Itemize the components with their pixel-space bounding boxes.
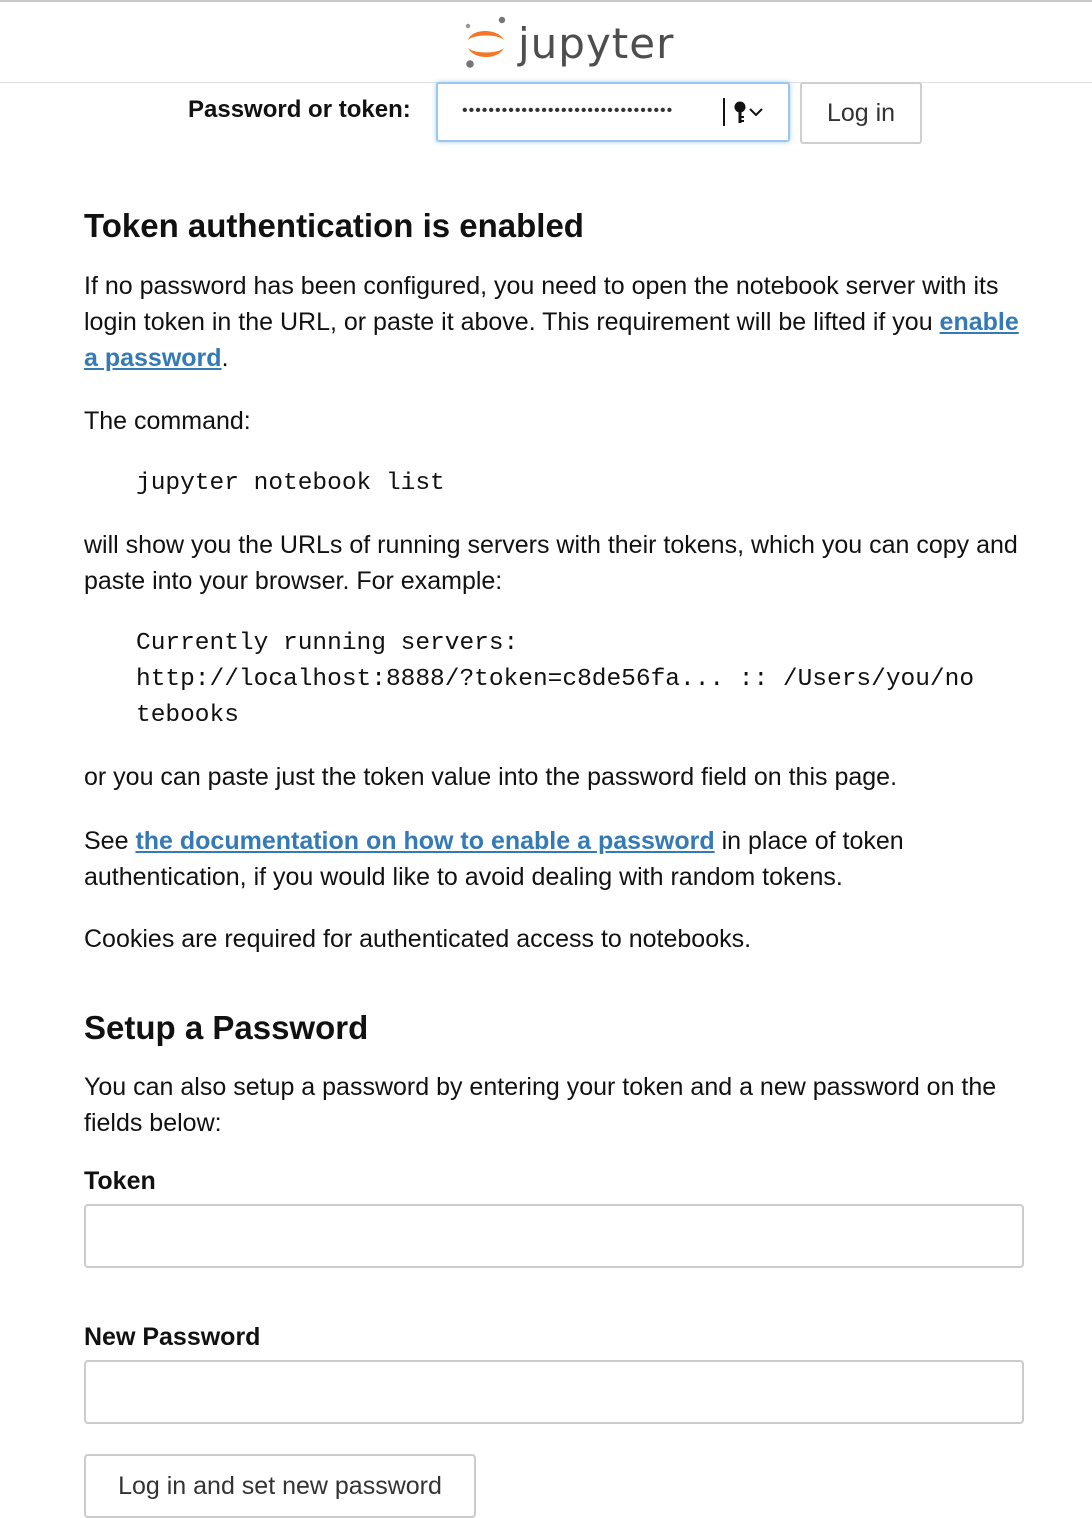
token-label: Token bbox=[84, 1167, 156, 1195]
password-label: Password or token: bbox=[188, 96, 411, 123]
token-intro-paragraph bbox=[84, 268, 1024, 376]
chevron-down-icon[interactable] bbox=[748, 104, 764, 120]
docs-suffix: in place of token authentication, if you would like to avoid dealing with random tokens. bbox=[84, 827, 904, 891]
command-code: jupyter notebook list bbox=[136, 470, 445, 497]
enable-password-link[interactable]: enable a password bbox=[84, 308, 1019, 372]
token-auth-heading: Token authentication is enabled bbox=[84, 207, 584, 244]
log-in-button[interactable]: Log in bbox=[800, 82, 922, 144]
example-line: Currently running servers: bbox=[136, 630, 519, 657]
setup-description: You can also setup a password by entering your token and a new password on the fields below: bbox=[84, 1073, 997, 1137]
command-label: The command: bbox=[84, 407, 251, 435]
login-form bbox=[0, 82, 1092, 152]
example-line: http://localhost:8888/?token=c8de56fa... :: /Users/you/notebooks bbox=[136, 666, 975, 729]
jupyter-logo-icon bbox=[462, 14, 512, 72]
setup-password-heading: Setup a Password bbox=[84, 1009, 369, 1046]
page-header bbox=[0, 2, 1092, 83]
cookies-note: Cookies are required for authenticated access to notebooks. bbox=[84, 925, 752, 953]
password-input[interactable] bbox=[436, 82, 790, 142]
docs-paragraph bbox=[84, 823, 1024, 895]
intro-end: . bbox=[221, 344, 229, 372]
documentation-link[interactable]: the documentation on how to enable a password bbox=[135, 827, 715, 855]
set-new-password-button[interactable]: Log in and set new password bbox=[84, 1454, 476, 1518]
example-output bbox=[136, 626, 976, 734]
intro-text: If no password has been configured, you need to open the notebook server with its login token in the URL, or paste it above. This requirement will be lifted if you bbox=[84, 272, 999, 336]
logo-text: jupyter bbox=[518, 19, 675, 68]
paste-note: or you can paste just the token value into the password field on this page. bbox=[84, 763, 898, 791]
token-input[interactable] bbox=[84, 1204, 1024, 1268]
new-password-input[interactable] bbox=[84, 1360, 1024, 1424]
command-explanation: will show you the URLs of running servers with their tokens, which you can copy and paste into your browser. For example: bbox=[84, 531, 1018, 595]
password-value: •••••••••••••••••••••••••••••••• bbox=[462, 102, 674, 119]
key-icon[interactable] bbox=[732, 100, 748, 126]
text-caret bbox=[723, 98, 725, 126]
new-password-label: New Password bbox=[84, 1323, 261, 1351]
jupyter-logo[interactable] bbox=[462, 14, 682, 72]
docs-prefix: See bbox=[84, 827, 136, 855]
